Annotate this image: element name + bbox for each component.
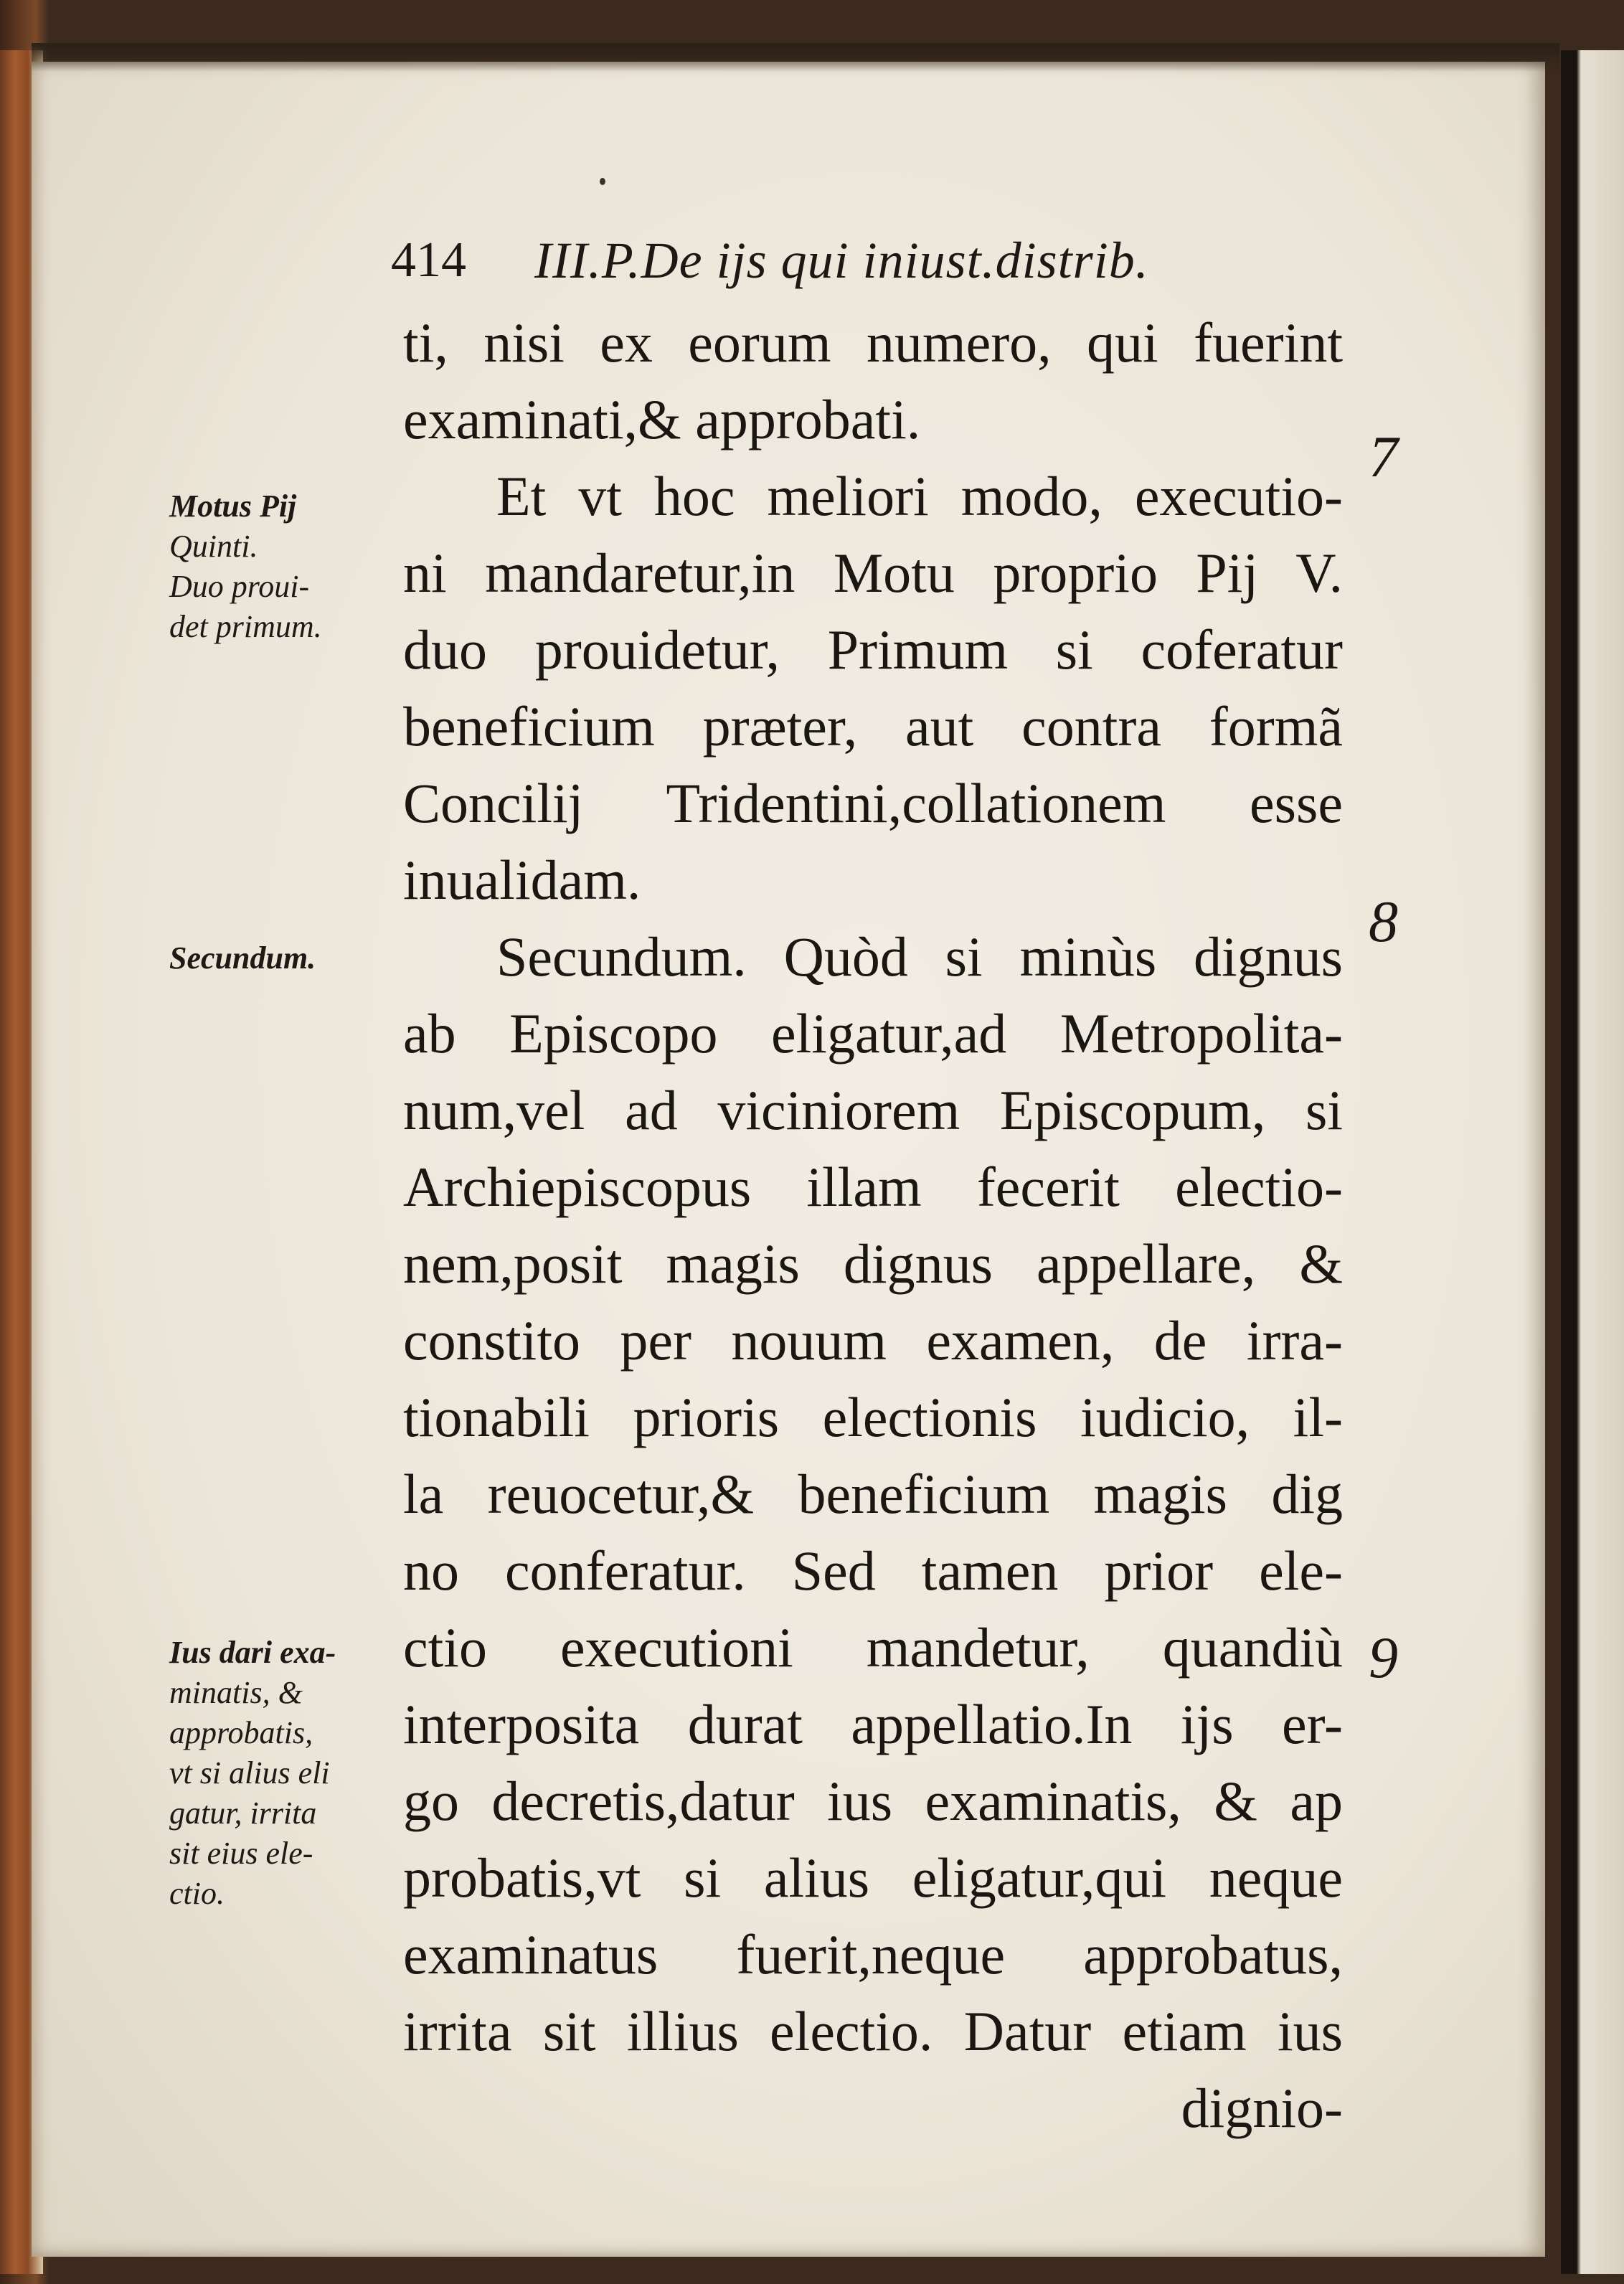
gloss-line: Secundum. [169, 940, 316, 976]
page-number: 414 [391, 232, 466, 288]
gloss-line: approbatis, [169, 1715, 313, 1750]
gloss-line: Duo proui- [169, 569, 310, 604]
gloss-line: Ius dari exa- [169, 1635, 336, 1670]
text-line: Concilij Tridentini,collationem esse [403, 772, 1343, 834]
text-line: no conferatur. Sed tamen prior ele- [403, 1539, 1343, 1602]
catchword: dignio- [1181, 2077, 1343, 2139]
text-line: inualidam. [403, 849, 641, 911]
margin-gloss-motus [169, 486, 322, 647]
text-line: tionabili prioris electionis iudicio, il- [403, 1386, 1343, 1448]
text-line: irrita sit illius electio. Datur etiam ius [403, 2000, 1343, 2062]
paragraph-number: 9 [1369, 1625, 1398, 1690]
text-line: beneficium præter, aut contra formã [403, 695, 1343, 758]
gloss-line: det primum. [169, 609, 322, 644]
text-line: duo prouidetur, Primum si coferatur [403, 618, 1343, 681]
text-line: examinati,& approbati. [403, 388, 921, 450]
margin-gloss-ius [169, 1633, 336, 1914]
text-line: constito per nouum examen, de irra- [403, 1309, 1343, 1372]
paragraph-number: 7 [1369, 424, 1398, 489]
gloss-line: Quinti. [169, 529, 258, 564]
text-line: ti, nisi ex eorum numero, qui fuerint [403, 311, 1343, 374]
text-line: Archiepiscopus illam fecerit electio- [403, 1156, 1343, 1218]
gloss-line: sit eius ele- [169, 1836, 313, 1871]
facing-page-edge [1561, 50, 1624, 2274]
text-line: nem,posit magis dignus appellare, & [403, 1232, 1343, 1295]
paragraph-number: 8 [1369, 889, 1398, 954]
text-line: la reuocetur,& beneficium magis dig [403, 1463, 1343, 1525]
page-header [391, 228, 1323, 293]
gloss-line: Motus Pij [169, 489, 297, 524]
ink-dot [600, 178, 605, 185]
text-line: ctio executioni mandetur, quandiù [403, 1616, 1343, 1679]
gloss-line: minatis, & [169, 1675, 303, 1710]
text-line: ab Episcopo eligatur,ad Metropolita- [403, 1002, 1343, 1065]
body-text [403, 304, 1343, 2146]
top-shadow [32, 43, 1559, 72]
running-head: III.P.De ijs qui iniust.distrib. [534, 232, 1149, 289]
text-line: Et vt hoc meliori modo, executio- [496, 465, 1343, 527]
text-line: num,vel ad viciniorem Episcopum, si [403, 1079, 1343, 1141]
text-line: examinatus fuerit,neque approbatus, [403, 1923, 1343, 1986]
text-line: interposita durat appellatio.In ijs er- [403, 1693, 1343, 1755]
margin-gloss-secundum [169, 938, 316, 978]
text-line: go decretis,datur ius examinatis, & ap [403, 1770, 1343, 1832]
gloss-line: gatur, irrita [169, 1795, 317, 1831]
text-line: probatis,vt si alius eligatur,qui neque [403, 1846, 1343, 1909]
text-line: ni mandaretur,in Motu proprio Pij V. [403, 542, 1343, 604]
gloss-line: vt si alius eli [169, 1755, 330, 1790]
gloss-line: ctio. [169, 1876, 225, 1911]
text-line: Secundum. Quòd si minùs dignus [496, 925, 1343, 988]
